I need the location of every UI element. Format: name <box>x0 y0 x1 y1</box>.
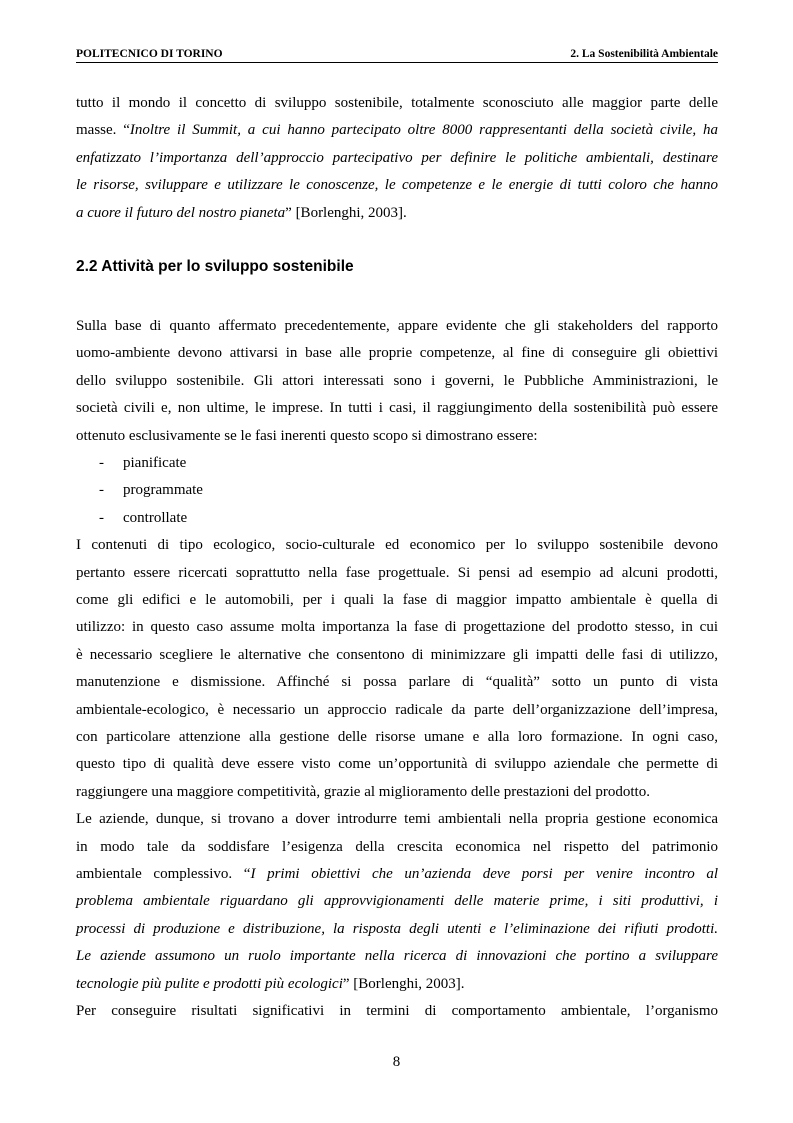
quote-span: enfatizzato l’importanza dell’approccio partecipativo per definire le politiche ambientali, destinare <box>76 149 718 166</box>
text-line <box>76 888 718 915</box>
text-line: I contenuti di tipo ecologico, socio-culturale ed economico per lo sviluppo sostenibile devono <box>76 537 718 554</box>
text-line <box>76 943 718 970</box>
text-line: società civili e, non ultime, le imprese. In tutti i casi, il raggiungimento della sostenibilità può essere <box>76 400 718 417</box>
quote-span: problema ambientale riguardano gli approvvigionamenti delle materie prime, i siti produttivi, i <box>76 893 718 910</box>
list-item <box>76 505 718 532</box>
text-line: uomo-ambiente devono attivarsi in base alle proprie competenze, al fine di conseguire gli obiettivi <box>76 345 718 362</box>
quote-span: I primi obiettivi che un’azienda deve porsi per venire incontro al <box>250 866 718 883</box>
text-line: è necessario scegliere le alternative che consentono di minimizzare gli impatti delle fasi di utilizzo, <box>76 646 718 663</box>
bullet-list <box>76 450 718 532</box>
text-line <box>76 145 718 172</box>
quote-span: Inoltre il Summit, a cui hanno partecipato oltre 8000 rappresentanti della società civile, ha <box>129 122 718 139</box>
header-chapter: 2. La Sostenibilità Ambientale <box>570 48 718 60</box>
paragraph-2 <box>76 313 718 1026</box>
text-line <box>76 971 718 998</box>
text-line: utilizzo: in questo caso assume molta importanza la fase di progettazione del prodotto stesso, in cui <box>76 619 718 636</box>
list-item-text: pianificate <box>123 455 187 472</box>
text-line: pertanto essere ricercati soprattutto nella fase progettuale. Si pensi ad esempio ad alcuni prodotti, <box>76 564 718 581</box>
text-line: dello sviluppo sostenibile. Gli attori interessati sono i governi, le Pubbliche Amministrazioni, le <box>76 372 718 389</box>
quote-span: a cuore il futuro del nostro pianeta <box>76 204 286 221</box>
text-line: Sulla base di quanto affermato precedentemente, appare evidente che gli stakeholders del rapporto <box>76 318 718 334</box>
dash-marker: - <box>99 509 104 526</box>
list-item <box>76 477 718 504</box>
header-institution: POLITECNICO DI TORINO <box>76 48 223 60</box>
quote-span: Le aziende assumono un ruolo importante nella ricerca di innovazioni che portino a sviluppare <box>76 948 718 965</box>
page-number: 8 <box>392 1054 401 1070</box>
list-item-text: controllate <box>123 509 188 526</box>
text-line <box>76 200 718 227</box>
quote-span: tecnologie più pulite e prodotti più ecologici <box>76 975 343 992</box>
text-line: ottenuto esclusivamente se le fasi inerenti questo scopo si dimostrano essere: <box>76 427 538 444</box>
text-span: ambientale complessivo. “ <box>76 866 251 883</box>
paragraph-1 <box>76 90 718 227</box>
running-header <box>76 48 718 63</box>
text-span: masse. “ <box>76 122 130 139</box>
citation: ” [Borlenghi, 2003]. <box>285 204 407 221</box>
text-line: raggiungere una maggiore competitività, grazie al miglioramento delle prestazioni del prodotto. <box>76 783 650 800</box>
text-line <box>76 916 718 943</box>
quote-span: le risorse, sviluppare e utilizzare le conoscenze, le competenze e le energie di tutti coloro che hanno <box>76 177 718 194</box>
text-line <box>76 861 718 888</box>
text-line: Per conseguire risultati significativi in termini di comportamento ambientale, l’organismo <box>76 1003 718 1020</box>
text-line: Le aziende, dunque, si trovano a dover introdurre temi ambientali nella propria gestione economica <box>76 811 718 828</box>
text-line: con particolare attenzione alla gestione delle risorse umane e alla loro formazione. In ogni caso, <box>76 729 718 746</box>
quote-span: processi di produzione e distribuzione, la risposta degli utenti e l’eliminazione dei rifiuti prodotti. <box>76 920 718 937</box>
text-line <box>76 172 718 199</box>
text-line: questo tipo di qualità deve essere visto come un’opportunità di sviluppo aziendale che permette di <box>76 756 718 773</box>
list-item <box>76 450 718 477</box>
text-line: ambientale-ecologico, è necessario un approccio radicale da parte dell’organizzazione dell’impresa, <box>76 701 718 718</box>
text-line: in modo tale da soddisfare l’esigenza della crescita economica nel rispetto del patrimonio <box>76 838 718 855</box>
text-line: manutenzione e dismissione. Affinché si possa parlare di “qualità” sotto un punto di vista <box>76 674 718 691</box>
text-line: tutto il mondo il concetto di sviluppo sostenibile, totalmente sconosciuto alle maggior parte delle <box>76 95 718 111</box>
dash-marker: - <box>99 455 104 472</box>
text-line <box>76 117 718 144</box>
text-line: come gli edifici e le automobili, per i quali la fase di maggior impatto ambientale è quella di <box>76 592 718 609</box>
dash-marker: - <box>99 482 104 499</box>
section-heading: 2.2 Attività per lo sviluppo sostenibile <box>76 258 354 275</box>
citation: ” [Borlenghi, 2003]. <box>342 975 465 992</box>
list-item-text: programmate <box>123 482 203 499</box>
